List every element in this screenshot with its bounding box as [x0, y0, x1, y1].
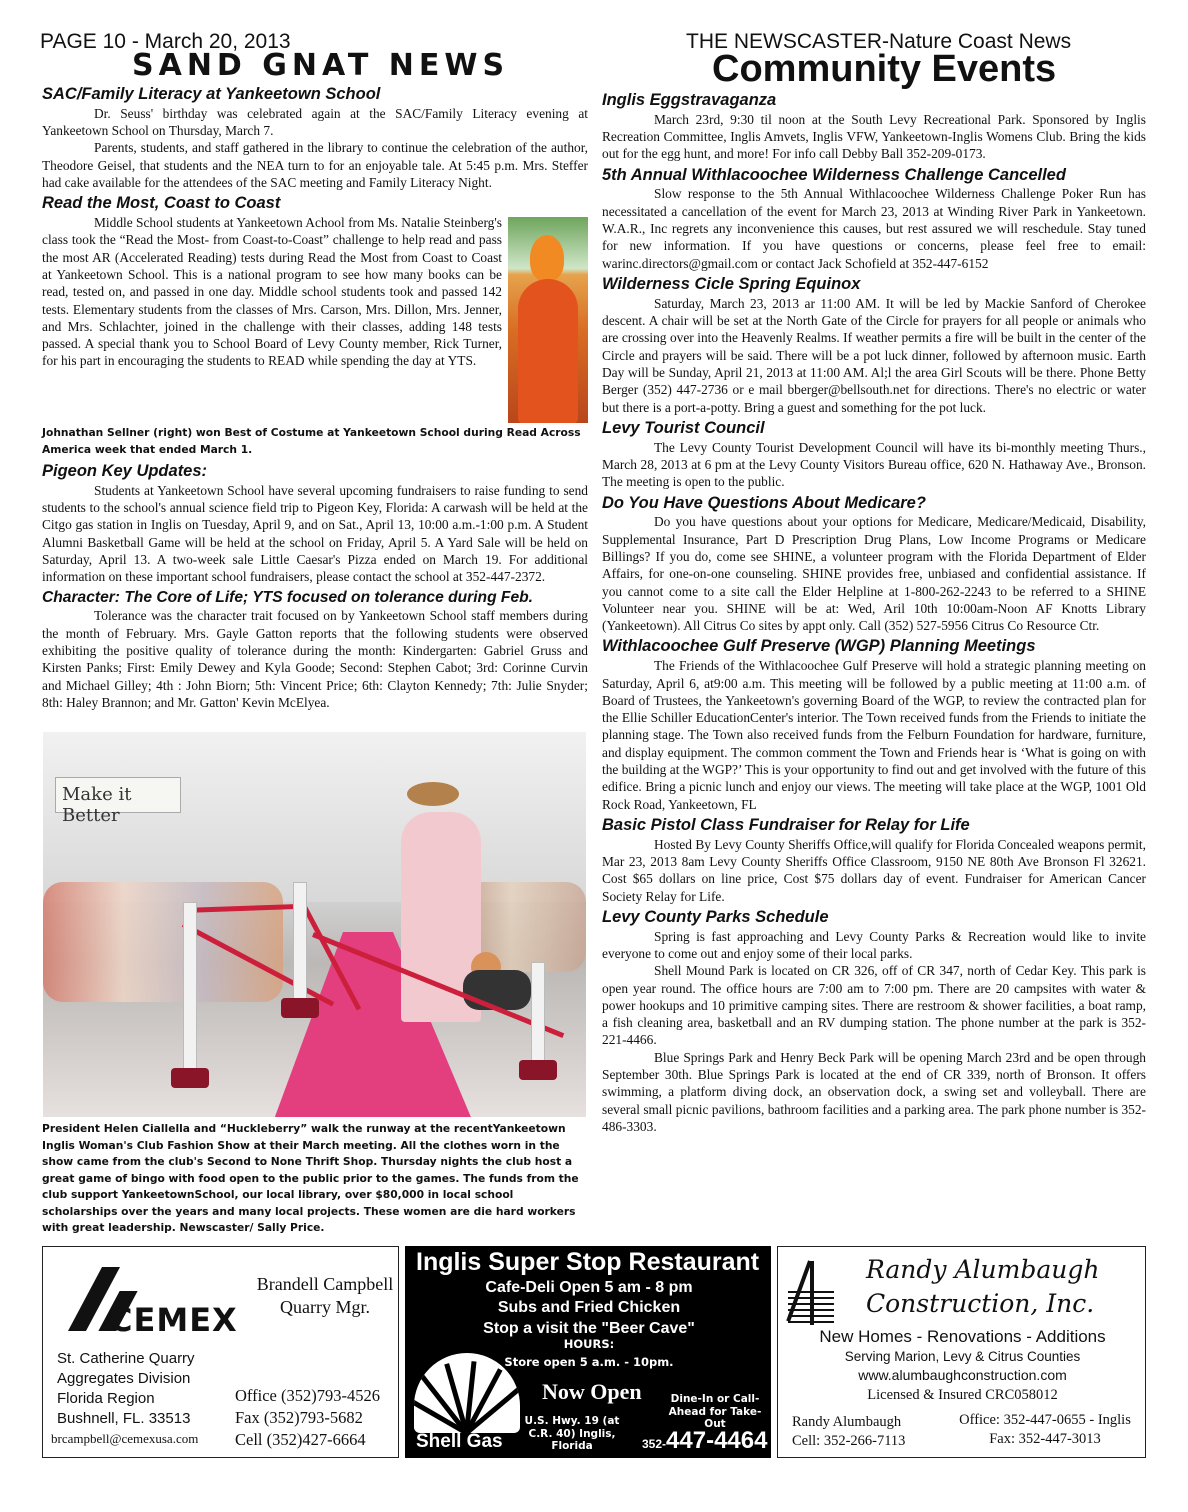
section-title: Community Events [712, 48, 1057, 90]
company-name-2: Construction, Inc. [866, 1289, 1095, 1318]
event-paragraph: Hosted By Levy County Sheriffs Office,will qualify for Florida Concealed weapons permit, Mar 23, 2013 8am Levy County Sheriffs Office Classroom, 9150 NE 80th Ave Bronson Fl 32621. Cost $65 dollars on line price, Cost $75 dollars day of event. Fundraiser for American Cancer Society Relay for Life. [602, 836, 1146, 904]
cemex-logo: CEMEX [57, 1265, 237, 1331]
quarry-address: St. Catherine Quarry Aggregates Division Florida Region Bushnell, FL. 33513 [57, 1350, 195, 1427]
page-number-date: PAGE 10 - March 20, 2013 [40, 30, 291, 53]
office-contact: Office: 352-447-0655 - Inglis Fax: 352-447-3013 [959, 1412, 1131, 1447]
costume-photo [508, 217, 588, 423]
right-column [602, 88, 1146, 1135]
photo-caption: President Helen Ciallella and “Huckleberry” walk the runway at the recentYankeetown Inglis Woman's Club Fashion Show at their March meeting. All the clothes worn in the show came from the club's Second to None Thrift Shop. Thursday nights the club host a great game of bingo with food open to the public prior to the games. The funds from the club support YankeetownSchool, our local library, over $80,000 in local school scholarships over the years and many local projects. These women are die hard workers with great leadership. Newscaster/ Sally Price. [42, 1122, 579, 1234]
event-title: 5th Annual Withlacoochee Wilderness Challenge Cancelled [602, 165, 1066, 184]
article-title: Pigeon Key Updates: [42, 462, 208, 481]
event-title: Inglis Eggstravaganza [602, 91, 777, 109]
article-title: SAC/Family Literacy at Yankeetown School [42, 85, 381, 103]
hours-label: HOURS: [563, 1337, 615, 1351]
store-hours: Store open 5 a.m. - 10pm. [504, 1355, 674, 1369]
dine-options: Dine-In or Call-Ahead for Take-Out [668, 1393, 762, 1430]
article-paragraph: Dr. Seuss' birthday was celebrated again at the SAC/Family Literacy evening at Yankeetown School on Thursday, March 7. [42, 105, 588, 139]
cemex-ad [42, 1246, 399, 1458]
email-address: brcampbell@cemexusa.com [51, 1431, 199, 1446]
event-paragraph: Do you have questions about your options for Medicare, Medicare/Medicaid, Disability, Supplemental Insurance, Part D Prescription Drug Plans, Low Income Programs or Medicare Billings? If you do, come see SHINE, a volunteer program with the Florida Department of Elder Affairs, for one-on-one counseling. SHINE provides free, unbiased and confidential assistance. If you cannot come to a site call the Elder Helpline at 1-800-262-2243 to be referred to a SHINE Volunteer near you. SHINE will be at: Wed, Aril 10th 10:00am-Noon AF Knotts Library (Yankeetown). All Citrus Co sites by appt only. Call (352) 527-5956 Citrus Co Resource Ctr. [602, 514, 1146, 634]
event-paragraph: Shell Mound Park is located on CR 326, off of CR 347, north of Cedar Key. This park is open year round. The office hours are 7:00 am to 7:00 pm. There are 20 campsites with water & power hookups and 10 primitive camping sites. There are restroom & shower facilities, a boat ramp, a fish cleaning area, basketball and an RV dumping station. The phone number at the park is 352-221-4466. [602, 963, 1146, 1048]
article-title: Read the Most, Coast to Coast [42, 194, 281, 213]
ad-line: Cafe-Deli Open 5 am - 8 pm [485, 1279, 693, 1296]
event-paragraph: Blue Springs Park and Henry Beck Park will be opening March 23rd and be open through September 30th. Blue Springs Park is located at the end of CR 339, north of Bronson. It offers swimming, a platform diving dock, an observation dock, a swing set and volleyball. There are several small picnic pavilions, bathroom facilities and a parking area. The park phone number is 352-486-3303. [602, 1049, 1146, 1134]
event-paragraph: The Levy County Tourist Development Council will have its bi-monthly meeting Thurs., March 28, 2013 at 6 pm at the Levy County Visitors Bureau office, 620 N. Hathaway Ave., Bronson. The meeting is open to the public. [602, 439, 1146, 490]
event-title: Do You Have Questions About Medicare? [602, 493, 926, 512]
event-paragraph: Saturday, March 23, 2013 ar 11:00 AM. It will be led by Mackie Sanford of Cherokee descent. A chair will be set at the North Gate of the Circle for prayers for all people or animals who are crossing over into the Heavenly Realms. If weather permits a fire will be built in the center of the Circle and prayers will be said. There will be a pot luck dinner, followed by afternoon music. Earth Day will be Sunday, April 21, 2013 at 11:00 AM. Al;l the area Girl Scouts will be there. Phone Betty Berger (352) 447-2736 or e mail bberger@bellsouth.net for directions. There's no electric or water but there is a port-a-potty. Bring a guest and something for the pot luck. [602, 295, 1146, 415]
fashion-show-photo [43, 732, 586, 1117]
article-paragraph: Middle School students at Yankeetown Achool from Ms. Natalie Steinberg's class took the “Read the Most- from Coast-to-Coast” challenge to help read and pass the most AR (Accelerated Reading) tests during Read the Most from Coast to Coast at Yankeetown School. This is a national program to see how many books can be read, tested on, and passed in one day. Middle school students took and passed 142 tests. Elementary students from the classes of Mrs. Carson, Mrs. Dillon, Mrs. Jenner, and Mrs. Schlachter, joined in the challenge with their classes, adding 148 tests passed. A special thank you to School Board of Levy County member, Rick Turner, for his part in encouraging the students to READ while spending the day at YTS. [42, 215, 502, 369]
shell-gas-label: Shell Gas [416, 1431, 503, 1452]
services: New Homes - Renovations - Additions [819, 1327, 1106, 1346]
photo-caption: Johnathan Sellner (right) won Best of Costume at Yankeetown School during Read Across America week that ended March 1. [42, 426, 581, 456]
now-open: Now Open [542, 1379, 642, 1404]
event-title: Wilderness Cicle Spring Equinox [602, 274, 861, 293]
website: www.alumbaughconstruction.com [858, 1367, 1067, 1383]
event-paragraph: March 23rd, 9:30 til noon at the South Levy Recreational Park. Sponsored by Inglis Recreation Committee, Inglis Amvets, Inglis VFW, Yankeetown-Inglis Womens Club. Bring the kids out for the egg hunt, and more! For info call Debby Ball 352-209-0173. [602, 111, 1146, 162]
event-title: Basic Pistol Class Fundraiser for Relay for Life [602, 815, 970, 834]
event-title: Levy Tourist Council [602, 418, 765, 437]
phone-number: 352-447-4464 [642, 1427, 768, 1454]
location: U.S. Hwy. 19 (at C.R. 40) Inglis, Florida [524, 1415, 620, 1452]
contact-name: Brandell Campbell Quarry Mgr. [256, 1274, 394, 1317]
article-paragraph: Students at Yankeetown School have several upcoming fundraisers to raise funding to send students to the school's annual science field trip to Pigeon Key, Florida: A carwash will be held at the Citgo gas station in Inglis on Tuesday, April 9, and on Sat., April 13, 10:00 a.m.-1:00 p.m. A Student Alumni Basketball Game will be held at the school on Friday, April 5. A Yard Sale will be held on Saturday, April 13. A two-week sale Little Caesar's Pizza ended on March 19. For additional information on these important school fundraisers, please contact the school at 352-447-2372. [42, 482, 588, 585]
event-title: Levy County Parks Schedule [602, 907, 829, 926]
article-paragraph: Tolerance was the character trait focused on by Yankeetown School staff members during the month of February. Mrs. Gayle Gatton reports that the following students were observed exhibiting the positive quality of tolerance during the month: Kindergarten: Gabriel Gruss and Kirsten Panks; First: Emily Dewey and Kyla Goode; Second: Stephen Cabot; 3rd: Corinne Curvin and Michael Gilley; 4th : John Biorn; 5th: Vincent Price; 6th: Clayton Kennedy; 7th: Julie Snyder; 8th: Haley Brannon; and Mr. Gatton' Kevin McElyea. [42, 608, 588, 710]
a-logo-icon [788, 1261, 834, 1325]
photo-sign: Make it Better [55, 777, 181, 813]
company-name: Randy Alumbaugh [866, 1255, 1100, 1284]
masthead: SAND GNAT NEWS [132, 48, 510, 83]
event-paragraph: Spring is fast approaching and Levy County Parks & Recreation would like to invite everyone to come out and enjoy some of their local parks. [602, 928, 1146, 961]
shell-restaurant-ad [405, 1246, 771, 1458]
left-column [42, 82, 588, 711]
event-paragraph: The Friends of the Withlacoochee Gulf Preserve will hold a strategic planning meeting on Saturday, April 6, at9:00 a.m. This meeting will be followed by a public meeting at 11:00 a.m. of Board of Trustees, the Yankeetown's governing Board of the WGP, to review the contracted plan for the Ellie Schiller EducationCenter's interior. The Town received funds from the Friends to initiate the planning stage. The Town also received funds from the Felburn Foundation for hardware, furniture, and display equipment. The common comment the Town and Friends hear is ‘What is going on with the building at the WGP?’ This is your opportunity to find out and get involved with the future of this edifice. Bring a picnic lunch and enjoy our views. The meeting will take place at the WGP, 1001 Old Rock Road, Yankeetown, FL [602, 658, 1146, 812]
license: Licensed & Insured CRC058012 [867, 1387, 1058, 1403]
article-paragraph: Parents, students, and staff gathered in the library to continue the celebration of the author, Theodore Geisel, that students and the NEA turn to for an enjoyable tale. At 5:45 p.m. Mrs. Steffer had cake available for the attendees of the SAC meeting and Family Literacy Night. [42, 140, 588, 190]
owner-contact: Randy Alumbaugh Cell: 352-266-7113 [792, 1414, 906, 1449]
ad-title: Inglis Super Stop Restaurant [416, 1248, 760, 1276]
ad-line: Stop a visit the "Beer Cave" [483, 1320, 695, 1337]
alumbaugh-construction-ad [777, 1246, 1146, 1458]
event-paragraph: Slow response to the 5th Annual Withlacoochee Wilderness Challenge Poker Run has necessitated a cancellation of the event for March 23, 2013 at Winding River Park in Yankeetown. W.A.R., Inc regrets any inconvenience this causes, but rest assured we will reschedule. Stay tuned for new information. If you have questions or concerns, please feel free to email: warinc.directors@gmail.com or contact Jack Schofield at 352-447-6152 [602, 186, 1146, 271]
article-title: Character: The Core of Life; YTS focused on tolerance during Feb. [42, 588, 533, 606]
event-title: Withlacoochee Gulf Preserve (WGP) Planning Meetings [602, 637, 1036, 656]
ad-line: Subs and Fried Chicken [497, 1299, 681, 1316]
service-area: Serving Marion, Levy & Citrus Counties [844, 1349, 1081, 1364]
phone-list: Office (352)793-4526 Fax (352)793-5682 Cell (352)427-6664 [235, 1386, 380, 1449]
newspaper-name: THE NEWSCASTER-Nature Coast News [686, 30, 1072, 53]
